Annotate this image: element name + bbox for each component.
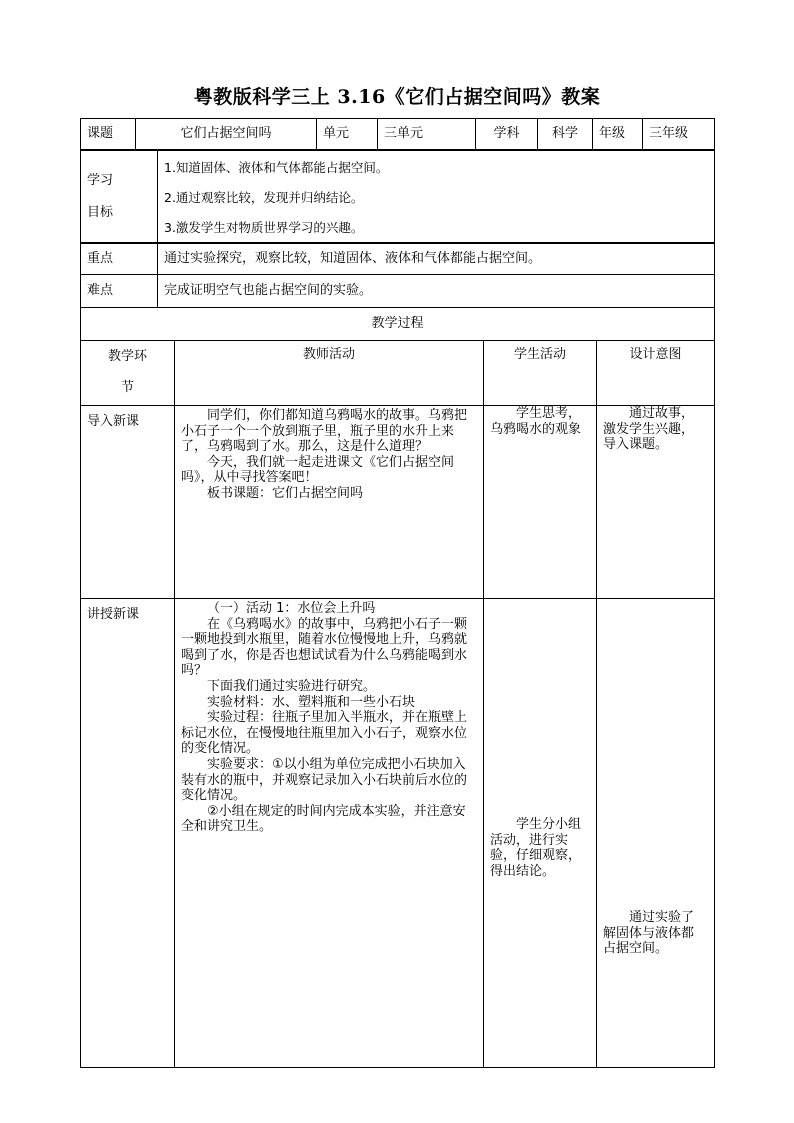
difficulty-table — [80, 274, 715, 308]
lesson-label: 课题 — [81, 119, 136, 150]
key-point-text: 通过实验探究，观察比较，知道固体、液体和气体都能占据空间。 — [158, 243, 715, 275]
new-teacher-activity — [175, 599, 484, 1068]
goals-list — [158, 151, 715, 244]
process-table — [80, 307, 715, 1068]
intro-student-text: 学生思考，乌鸦喝水的观象 — [490, 406, 582, 437]
grade-value: 三年级 — [643, 119, 715, 150]
lesson-value: 它们占据空间吗 — [136, 119, 317, 150]
stage-header-line2: 节 — [121, 380, 135, 395]
new-intent-text: 通过实验了解固体与液体都占据空间。 — [603, 910, 695, 957]
stage-column-header — [81, 341, 175, 406]
goals-label-line2: 目标 — [87, 205, 114, 220]
new-paragraph: ②小组在规定的时间内完成本实验，并注意安全和讲究卫生。 — [181, 803, 466, 835]
goals-table — [80, 150, 715, 244]
intro-intent-text: 通过故事，激发学生兴趣，导入课题。 — [603, 406, 695, 453]
process-heading: 教学过程 — [81, 308, 715, 341]
goals-label — [81, 151, 158, 244]
key-point-label: 重点 — [81, 243, 158, 275]
goal-item: 1.知道固体、液体和气体都能占据空间。 — [164, 160, 389, 175]
intro-design-intent — [597, 406, 715, 599]
teacher-column-header: 教师活动 — [175, 341, 484, 406]
goals-label-line1: 学习 — [87, 173, 114, 188]
new-student-activity — [484, 599, 597, 1068]
goal-item: 3.激发学生对物质世界学习的兴趣。 — [164, 220, 364, 235]
intro-stage: 导入新课 — [81, 406, 175, 599]
document-title: 粤教版科学三上 3.16《它们占据空间吗》教案 — [193, 86, 601, 108]
new-stage: 讲授新课 — [81, 599, 175, 1068]
difficulty-text: 完成证明空气也能占据空间的实验。 — [158, 275, 715, 308]
new-paragraph: 下面我们通过实验进行研究。 — [207, 678, 377, 694]
student-column-header: 学生活动 — [484, 341, 597, 406]
new-paragraph: 在《乌鸦喝水》的故事中，乌鸦把小石子一颗一颗地投到水瓶里，随着水位慢慢地上升，乌鸦就喝到了水，你是否也想试试看为什么乌鸦能喝到水吗？ — [181, 616, 468, 679]
new-design-intent — [597, 599, 715, 1068]
stage-header-line1: 教学环 — [107, 349, 147, 364]
intro-paragraph: 今天，我们就一起走进课文《它们占据空间吗》，从中寻找答案吧！ — [181, 454, 455, 486]
unit-value: 三单元 — [378, 119, 476, 150]
new-paragraph: 实验材料：水、塑料瓶和一些小石块 — [207, 694, 416, 710]
new-paragraph: （一）活动 1：水位会上升吗 — [207, 601, 376, 616]
intro-student-activity — [484, 406, 597, 599]
subject-value: 科学 — [538, 119, 593, 150]
new-paragraph: 实验过程：往瓶子里加入半瓶水，并在瓶壁上标记水位，在慢慢地往瓶里加入小石子，观察水位的变化情况。 — [181, 710, 468, 757]
lesson-info-table — [80, 118, 715, 150]
intent-column-header: 设计意图 — [597, 341, 715, 406]
goal-item: 2.通过观察比较，发现并归纳结论。 — [164, 190, 364, 205]
new-paragraph: 实验要求：①以小组为单位完成把小石块加入装有水的瓶中，并观察记录加入小石块前后水位的变化情况。 — [181, 756, 468, 804]
difficulty-label: 难点 — [81, 275, 158, 308]
intro-paragraph: 同学们，你们都知道乌鸦喝水的故事。乌鸦把小石子一个一个放到瓶子里，瓶子里的水升上来了，乌鸦喝到了水。那么，这是什么道理？ — [181, 408, 468, 455]
grade-label: 年级 — [593, 119, 643, 150]
key-point-table — [80, 242, 715, 275]
intro-teacher-activity — [175, 406, 484, 599]
intro-paragraph: 板书课题：它们占据空间吗 — [207, 485, 364, 501]
new-student-text: 学生分小组活动，进行实验，仔细观察，得出结论。 — [490, 817, 582, 879]
subject-label: 学科 — [476, 119, 538, 150]
unit-label: 单元 — [317, 119, 378, 150]
